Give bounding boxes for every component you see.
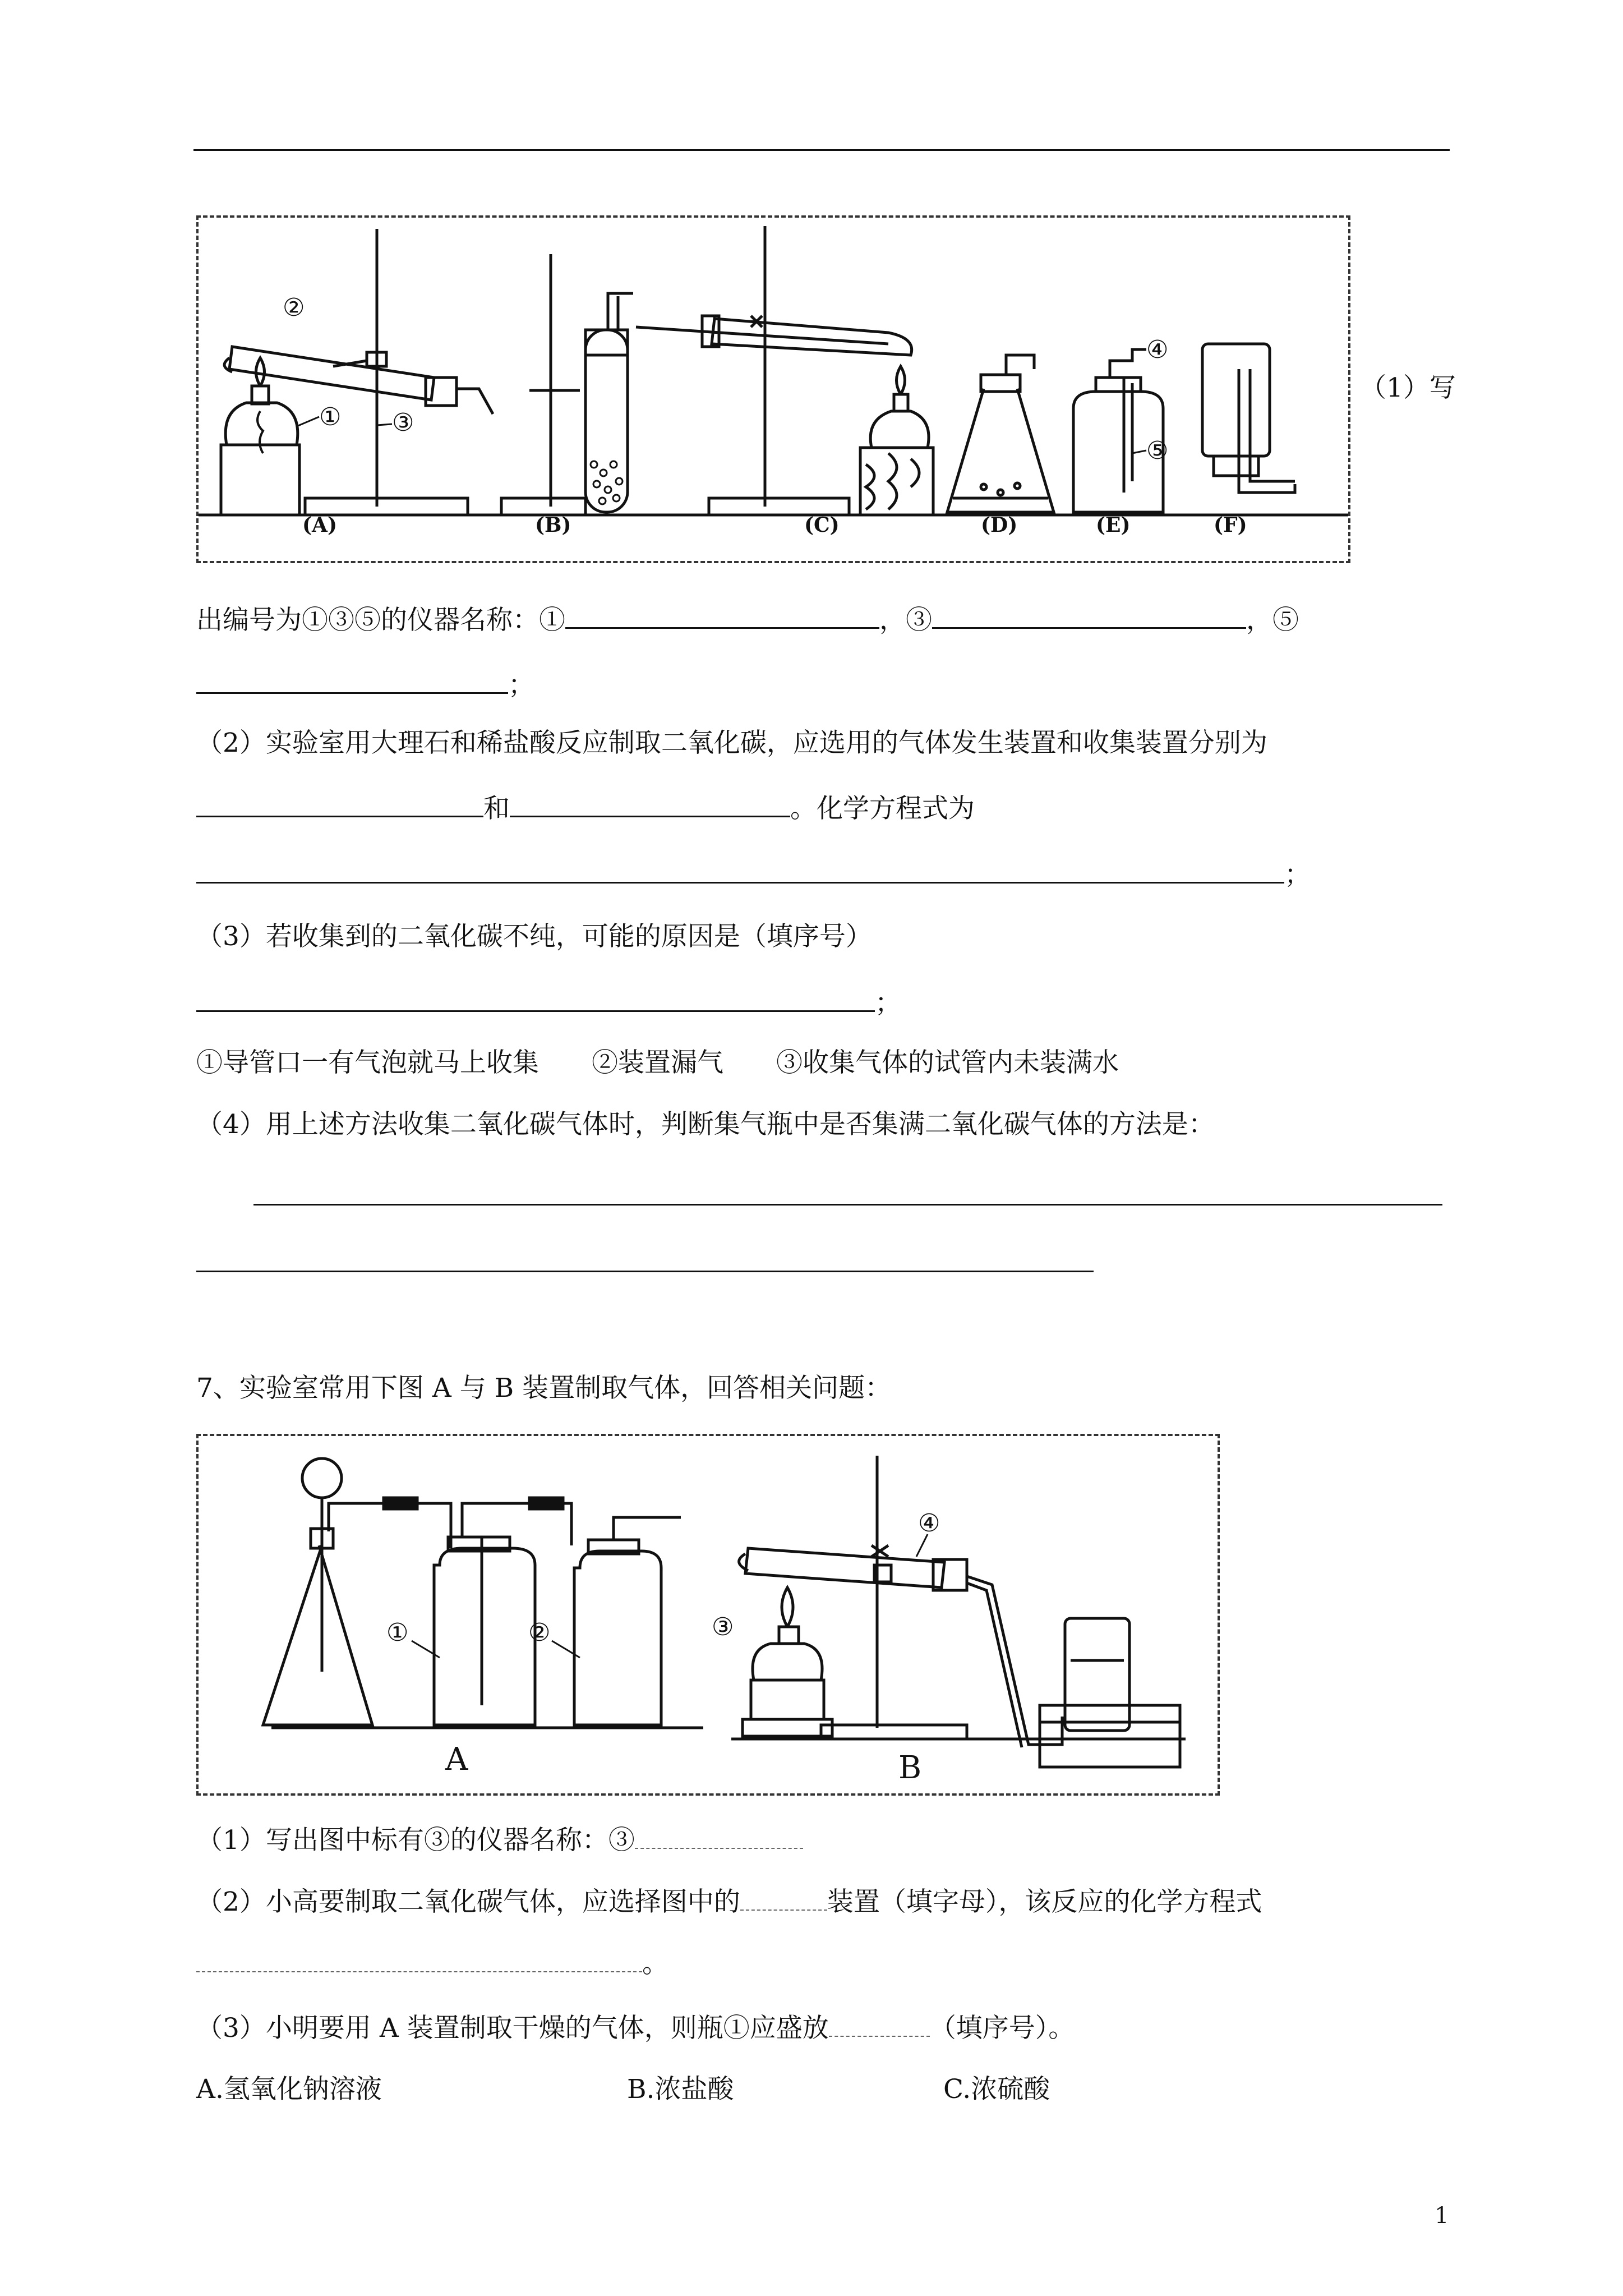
fig1-marker-4: ④ — [1146, 335, 1169, 364]
q7-option-b: B.浓盐酸 — [627, 2074, 734, 2105]
answer-blank-1[interactable] — [565, 601, 879, 629]
header-rule — [193, 149, 1450, 151]
fig2-label-A: A — [445, 1741, 468, 1778]
q7-reagent-blank[interactable] — [829, 2011, 930, 2037]
fig1-marker-2: ② — [283, 293, 305, 322]
q6-p1-sep-5: ，⑤ — [1246, 605, 1299, 636]
q7-p1-text: （1）写出图中标有③的仪器名称：③ — [196, 1825, 635, 1856]
figure-2-apparatus — [199, 1436, 1218, 1793]
q6-p3-line — [196, 984, 901, 1020]
q6-equation-line — [196, 856, 1311, 892]
q7-apparatus-blank[interactable] — [740, 1885, 827, 1911]
q6-p2: （2）实验室用大理石和稀盐酸反应制取二氧化碳，应选用的气体发生装置和收集装置分别为 — [196, 728, 1267, 758]
q7-p3-text-b: （填序号）。 — [929, 2013, 1075, 2044]
q6-p2-eq: 。化学方程式为 — [790, 793, 975, 824]
q7-title: 7、实验室常用下图 A 与 B 装置制取气体，回答相关问题： — [196, 1373, 892, 1404]
fig1-label-C: (C) — [804, 513, 840, 537]
fig1-label-A: (A) — [302, 513, 337, 537]
q6-semicolon-2: ； — [1284, 859, 1311, 890]
fig2-marker-3: ③ — [712, 1613, 734, 1641]
q7-p3-text-a: （3）小明要用 A 装置制取干燥的气体，则瓶①应盛放 — [196, 2013, 829, 2044]
q6-p1-tail: （1）写 — [1360, 372, 1456, 403]
fig2-marker-4: ④ — [918, 1509, 940, 1538]
impurity-reason-blank[interactable] — [196, 984, 875, 1012]
q6-p2-line — [196, 790, 975, 826]
fig1-label-E: (E) — [1096, 513, 1131, 537]
q7-p2-text-a: （2）小高要制取二氧化碳气体，应选择图中的 — [196, 1887, 740, 1917]
fig2-label-B: B — [898, 1750, 922, 1786]
fig1-marker-1: ① — [319, 403, 342, 431]
generation-apparatus-blank[interactable] — [196, 790, 483, 817]
q6-p1-sep-3: ，③ — [879, 605, 932, 636]
q7-instrument-blank[interactable] — [635, 1823, 803, 1849]
q7-p3 — [196, 2011, 1075, 2045]
q6-p4-answer-line-2[interactable] — [196, 1271, 1094, 1272]
q6-options: ①导管口一有气泡就马上收集 ②装置漏气 ③收集气体的试管内未装满水 — [196, 1047, 1119, 1078]
q6-line-2 — [196, 666, 534, 702]
fig1-marker-3: ③ — [392, 408, 414, 437]
answer-blank-5[interactable] — [196, 666, 508, 694]
q7-p2-text-b: 装置（填字母），该反应的化学方程式 — [827, 1887, 1262, 1917]
q7-p2 — [196, 1885, 1262, 1919]
q7-p1 — [196, 1823, 803, 1857]
q6-semicolon-1: ； — [508, 670, 534, 701]
q6-p4-answer-line-1[interactable] — [253, 1204, 1442, 1205]
fig1-label-D: (D) — [981, 513, 1018, 537]
q6-semicolon-3: ； — [875, 988, 901, 1019]
fig1-marker-5: ⑤ — [1146, 436, 1169, 465]
q7-p2-end: 。 — [642, 1948, 668, 1979]
q6-p4: （4）用上述方法收集二氧化碳气体时，判断集气瓶中是否集满二氧化碳气体的方法是： — [196, 1109, 1215, 1140]
figure-1-apparatus — [199, 218, 1348, 561]
fig1-label-B: (B) — [535, 513, 571, 537]
page-number: 1 — [1435, 2203, 1449, 2229]
collection-apparatus-blank[interactable] — [510, 790, 790, 817]
q6-p3: （3）若收集到的二氧化碳不纯，可能的原因是（填序号） — [196, 921, 872, 952]
q7-option-c: C.浓硫酸 — [943, 2074, 1050, 2105]
q6-p2-and: 和 — [483, 793, 510, 824]
fig2-marker-1: ① — [386, 1618, 409, 1647]
q7-equation-blank[interactable] — [196, 1947, 642, 1972]
q6-line-1 — [196, 601, 1299, 637]
equation-blank[interactable] — [196, 856, 1284, 884]
q7-p2-equation-line — [196, 1947, 668, 1981]
fig2-marker-2: ② — [528, 1618, 551, 1647]
q7-option-a: A.氢氧化钠溶液 — [196, 2074, 382, 2105]
q6-p1-text: 出编号为①③⑤的仪器名称：① — [196, 605, 565, 636]
fig1-label-F: (F) — [1214, 513, 1247, 537]
answer-blank-3[interactable] — [932, 601, 1246, 629]
